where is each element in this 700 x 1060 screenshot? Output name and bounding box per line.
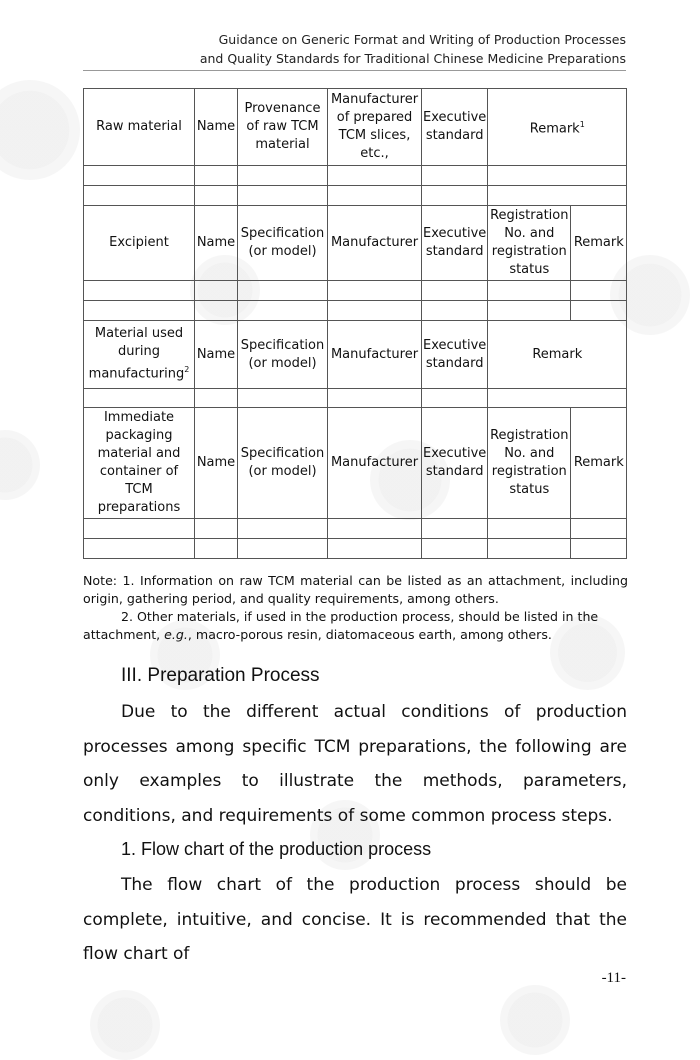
cell: Registration No. and registration status <box>488 408 571 519</box>
note-2 <box>83 608 628 644</box>
cell: Manufacturer of prepared TCM slices, etc., <box>328 89 422 166</box>
cell: Specification (or model) <box>238 321 328 389</box>
section-heading: III. Preparation Process <box>121 665 320 686</box>
table-row <box>84 539 627 559</box>
cell: Name <box>195 206 238 281</box>
cell: Specification (or model) <box>238 206 328 281</box>
raw-material-header-row <box>84 89 627 166</box>
footnote-ref: 2 <box>184 365 190 375</box>
packaging-header-row <box>84 408 627 519</box>
cell: Executive standard <box>422 408 488 519</box>
paragraph <box>83 695 627 833</box>
cell: Immediate packaging material and container of TCM preparations <box>84 408 195 519</box>
cell: Manufacturer <box>328 206 422 281</box>
watermark-seal <box>0 430 40 500</box>
table-row <box>84 281 627 301</box>
material-header-row <box>84 321 627 389</box>
cell: Remark <box>488 321 627 389</box>
paragraph-text: Due to the different actual conditions of production processes among specific TCM preparations, the following are only examples to illustrate the methods, parameters, conditions, and requirements of some common process steps. <box>83 702 627 826</box>
cell: Name <box>195 408 238 519</box>
table-row <box>84 166 627 186</box>
header-line-2: and Quality Standards for Traditional Chinese Medicine Preparations <box>199 51 626 66</box>
note-2-eg: e.g. <box>164 627 188 642</box>
note-2-text-end: , macro-porous resin, diatomaceous earth, among others. <box>187 627 552 642</box>
cell: Registration No. and registration status <box>488 206 571 281</box>
cell: Name <box>195 321 238 389</box>
page-number: -11- <box>601 970 626 986</box>
subheading: 1. Flow chart of the production process <box>121 839 432 859</box>
cell: Executive standard <box>422 206 488 281</box>
note-2-text: 2. Other materials, if used in the production process, should be listed in the attachment, <box>83 609 599 642</box>
cell <box>84 321 195 389</box>
header-rule <box>83 70 626 71</box>
cell: Executive standard <box>422 321 488 389</box>
materials-table <box>83 88 627 559</box>
cell: Remark <box>571 206 627 281</box>
footnote-ref: 1 <box>579 119 585 129</box>
cell <box>488 89 627 166</box>
table-row <box>84 301 627 321</box>
table-row <box>84 519 627 539</box>
cell: Provenance of raw TCM material <box>238 89 328 166</box>
cell: Manufacturer <box>328 408 422 519</box>
cell: Name <box>195 89 238 166</box>
cell: Raw material <box>84 89 195 166</box>
cell: Remark <box>571 408 627 519</box>
paragraph <box>83 868 627 972</box>
running-header <box>200 30 626 68</box>
remark-label: Remark <box>529 121 580 137</box>
cell: Executive standard <box>422 89 488 166</box>
watermark-seal <box>90 990 160 1060</box>
cell: Excipient <box>84 206 195 281</box>
excipient-header-row <box>84 206 627 281</box>
watermark-seal <box>500 985 570 1055</box>
material-label: Material used during manufacturing <box>88 326 185 382</box>
paragraph-text: The flow chart of the production process should be complete, intuitive, and concise. It is recommended that the flow chart of <box>83 875 627 964</box>
table-row <box>84 389 627 408</box>
cell: Manufacturer <box>328 321 422 389</box>
table-notes <box>83 572 628 644</box>
note-1: Note: 1. Information on raw TCM material can be listed as an attachment, including origin, gathering period, and quality requirements, among others. <box>83 573 628 606</box>
watermark-seal <box>0 80 80 180</box>
header-line-1: Guidance on Generic Format and Writing of Production Processes <box>218 32 626 47</box>
table-row <box>84 186 627 206</box>
cell: Specification (or model) <box>238 408 328 519</box>
